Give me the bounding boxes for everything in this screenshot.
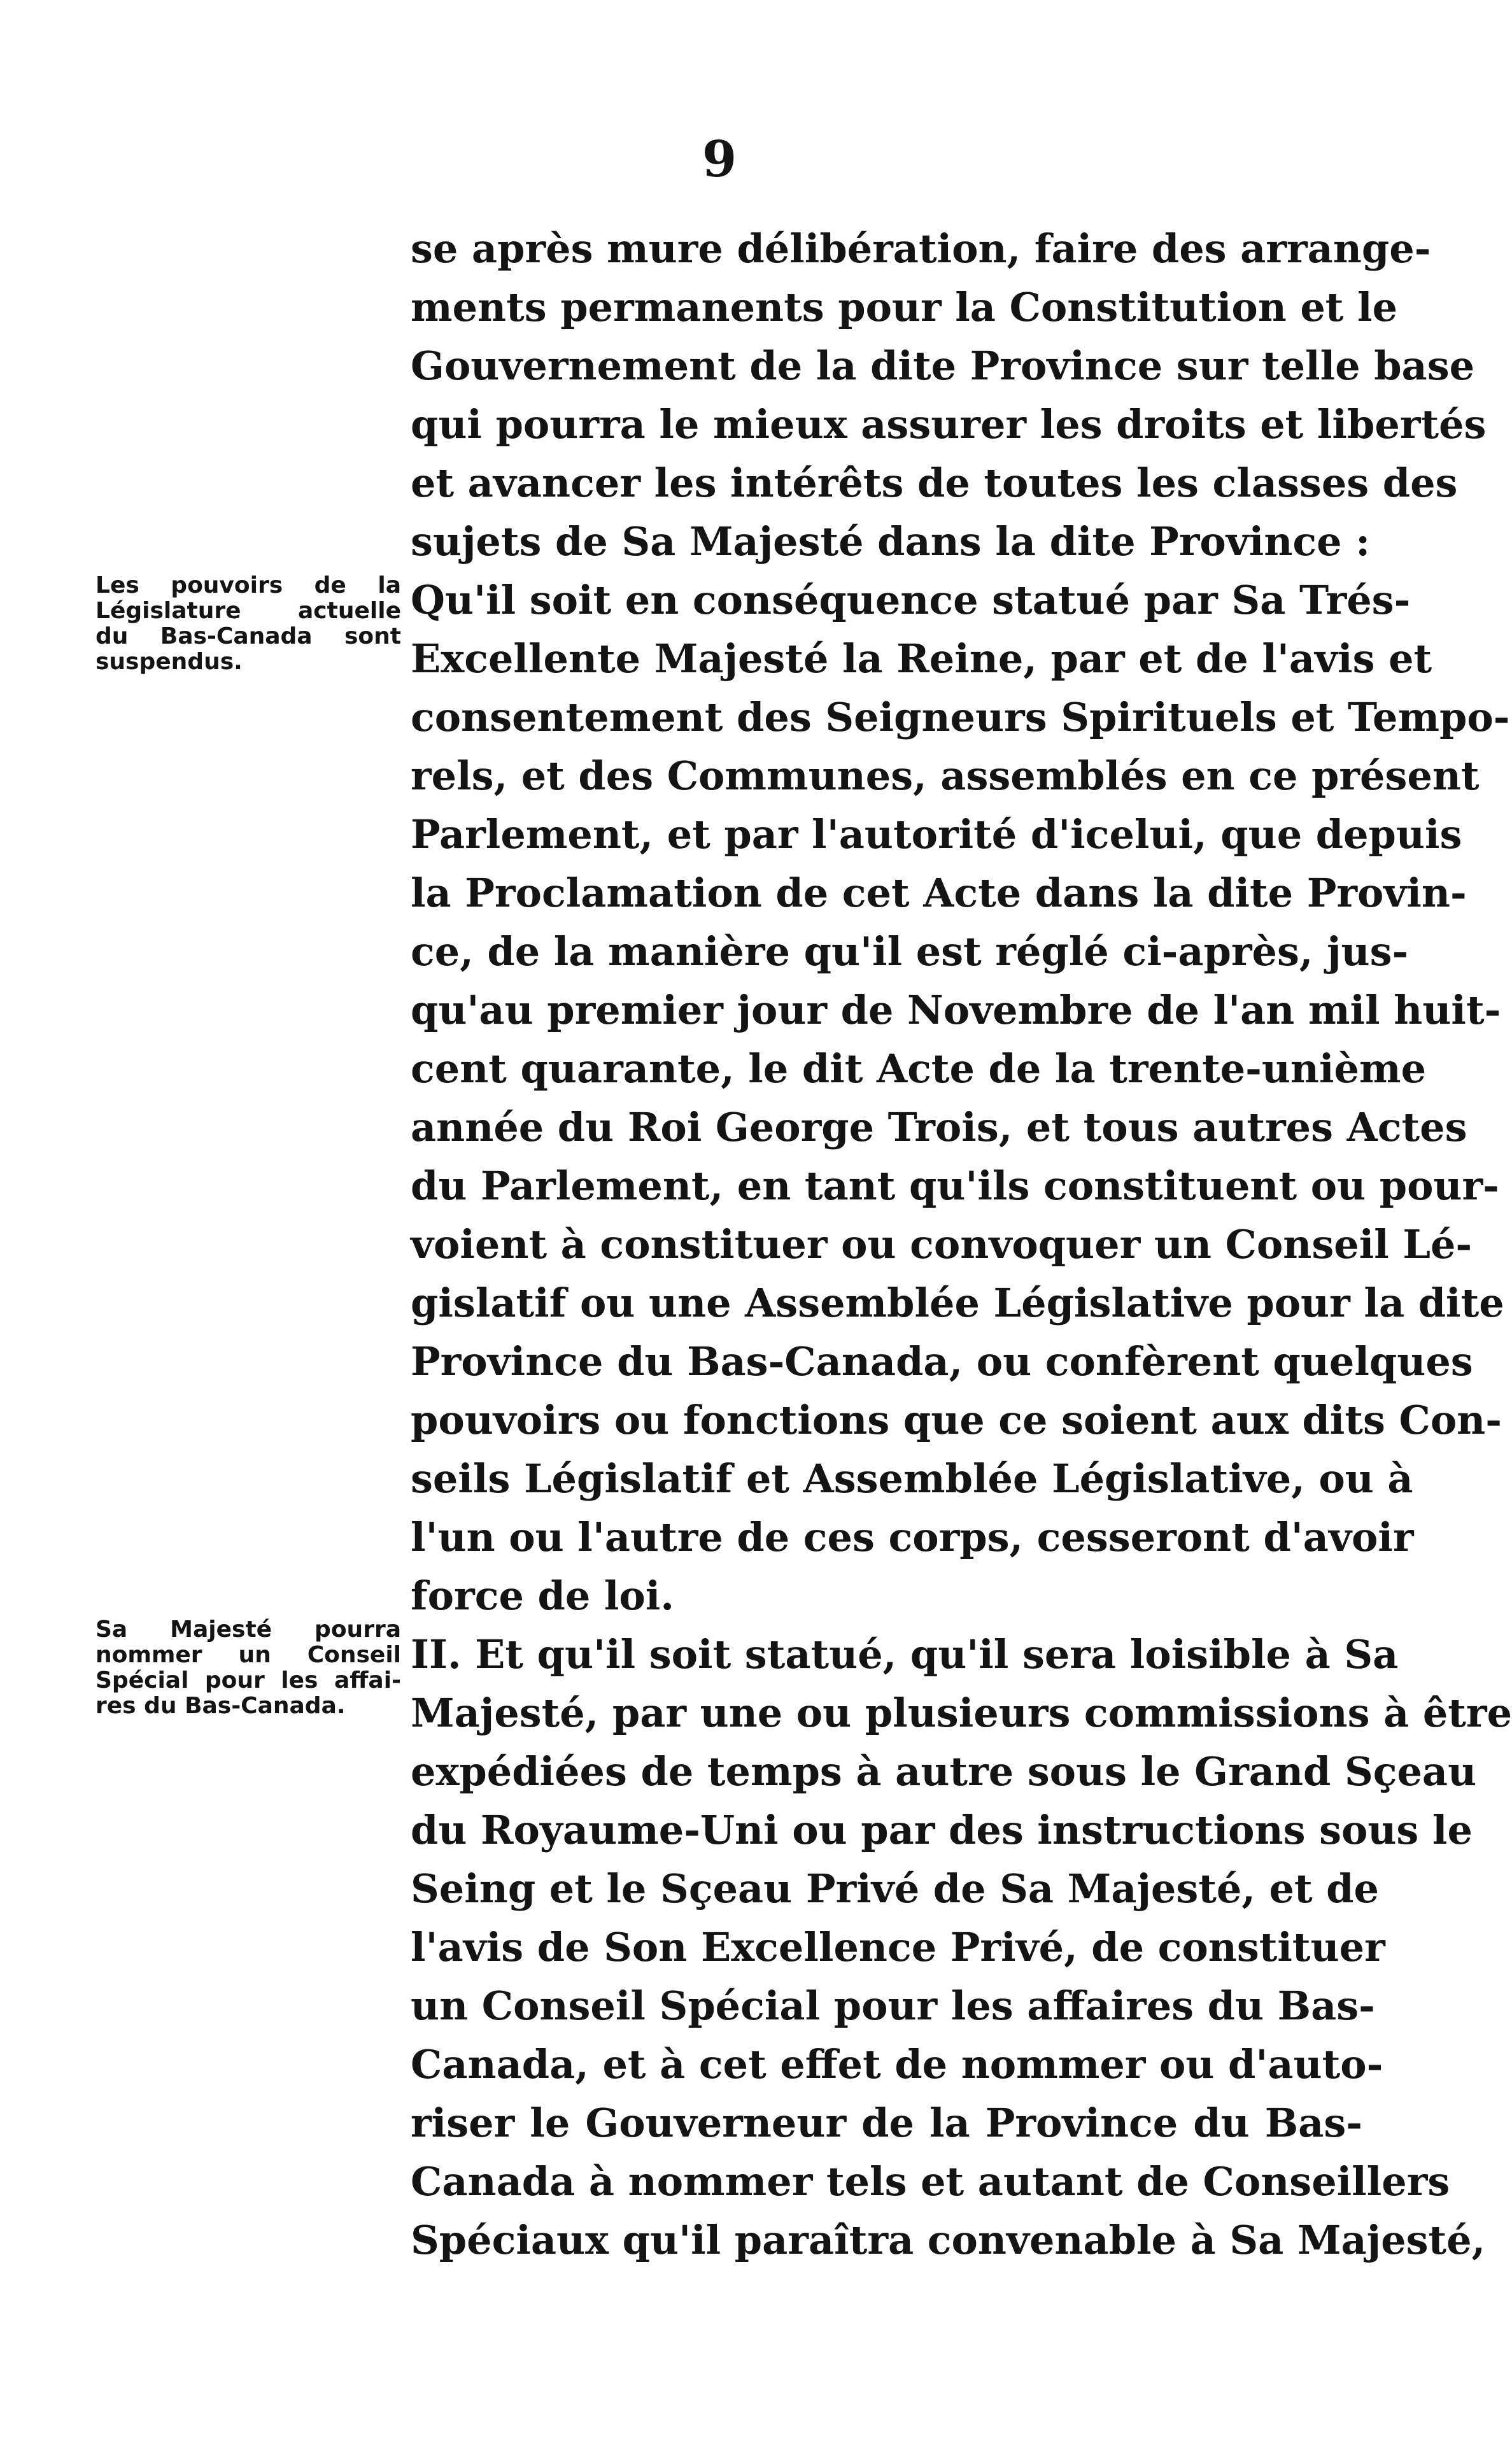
text-line: Excellente Majesté la Reine, par et de l'avis et [411,635,1432,682]
text-line: la Proclamation de cet Acte dans la dite Provin- [411,870,1467,916]
text-line: rels, et des Communes, assemblés en ce présent [411,753,1480,799]
text-line: Seing et le Sçeau Privé de Sa Majesté, et de [411,1865,1379,1912]
margin-note-line: du Bas-Canada sont [95,623,401,649]
text-line: Gouvernement de la dite Province sur telle base [411,343,1475,389]
text-line: ce, de la manière qu'il est réglé ci-après, jus- [411,928,1409,975]
text-line: année du Roi George Trois, et tous autres Actes [411,1104,1467,1150]
text-line: expédiées de temps à autre sous le Grand Sçeau [411,1748,1477,1795]
page-number: 9 [702,131,737,188]
text-line: du Parlement, en tant qu'ils constituent ou pour- [411,1163,1499,1209]
text-line: II. Et qu'il soit statué, qu'il sera loisible à Sa [411,1631,1399,1678]
text-line: sujets de Sa Majesté dans la dite Province : [411,518,1371,565]
text-line: seils Législatif et Assemblée Législative, ou à [411,1455,1413,1502]
margin-note-line: Spécial pour les affai- [95,1667,401,1693]
body-text [411,220,1512,2270]
margin-note-special-council [95,1617,401,1719]
margin-note-line: res du Bas-Canada. [95,1693,346,1719]
text-line: qu'au premier jour de Novembre de l'an mil huit- [411,987,1501,1033]
text-line: ments permanents pour la Constitution et le [411,284,1398,330]
text-line: Spéciaux qu'il paraîtra convenable à Sa Majesté, [411,2217,1486,2263]
margin-note-line: suspendus. [95,649,243,675]
margin-note-suspension [95,573,401,675]
text-line: se après mure délibération, faire des arrange- [411,225,1431,272]
text-line: gislatif ou une Assemblée Législative pour la dite [411,1280,1504,1326]
text-line: l'avis de Son Excellence Privé, de constituer [411,1924,1385,1970]
text-line: qui pourra le mieux assurer les droits et libertés [411,401,1487,448]
text-line: Majesté, par une ou plusieurs commissions à être [411,1690,1512,1736]
text-line: force de loi. [411,1573,674,1619]
text-line: voient à constituer ou convoquer un Conseil Lé- [411,1221,1473,1268]
text-line: Province du Bas-Canada, ou confèrent quelques [411,1338,1473,1385]
text-line: Parlement, et par l'autorité d'icelui, que depuis [411,811,1462,858]
text-line: pouvoirs ou fonctions que ce soient aux dits Con- [411,1397,1502,1443]
margin-note-line: Les pouvoirs de la [95,572,401,598]
text-line: consentement des Seigneurs Spirituels et Tempo- [411,694,1510,740]
text-line: cent quarante, le dit Acte de la trente-unième [411,1045,1427,1092]
text-line: l'un ou l'autre de ces corps, cesseront d'avoir [411,1514,1414,1560]
text-line: riser le Gouverneur de la Province du Bas- [411,2100,1362,2146]
text-line: Canada à nommer tels et autant de Conseillers [411,2158,1450,2205]
margin-note-line: Sa Majesté pourra [95,1616,401,1643]
text-line: Qu'il soit en conséquence statué par Sa Trés- [411,577,1411,623]
text-line: Canada, et à cet effet de nommer ou d'auto- [411,2041,1383,2088]
margin-note-line: nommer un Conseil [95,1642,401,1668]
text-line: un Conseil Spécial pour les affaires du Bas- [411,1983,1375,2029]
text-line: du Royaume-Uni ou par des instructions sous le [411,1807,1473,1853]
text-line: et avancer les intérêts de toutes les classes des [411,460,1458,506]
margin-note-line: Législature actuelle [95,598,401,624]
